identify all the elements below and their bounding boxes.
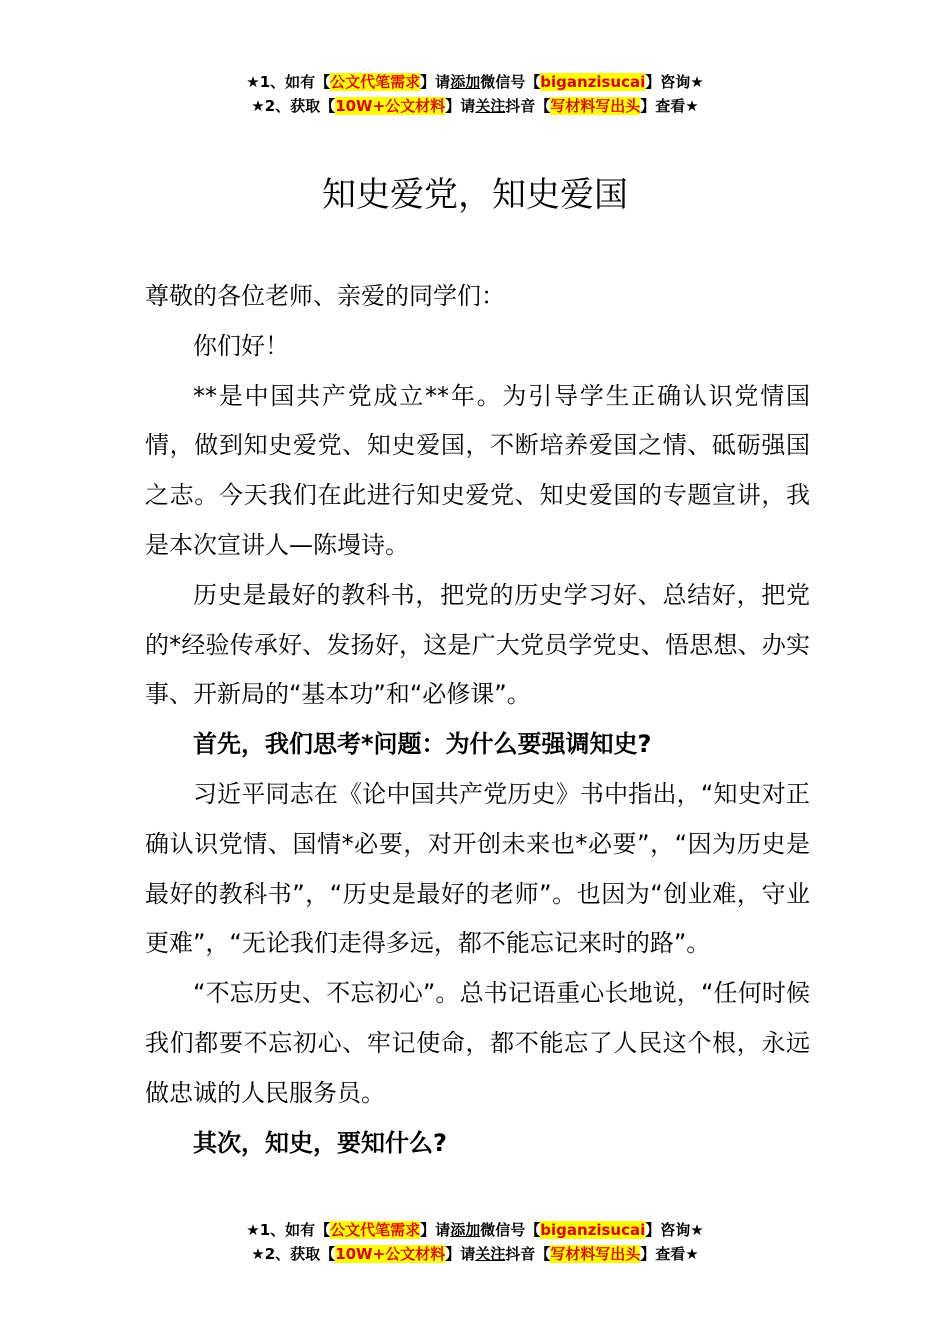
- promo-line-1: [0, 70, 950, 94]
- section-heading: 其次，知史，要知什么?: [193, 1128, 447, 1157]
- promo-text: 】请: [445, 97, 476, 115]
- promo-text: 微信号【: [480, 73, 541, 91]
- salutation: 尊敬的各位老师、亲爱的同学们：: [145, 282, 505, 310]
- promo-text: 】查看★: [640, 1245, 699, 1263]
- section-heading: 首先，我们思考*问题：为什么要强调知史?: [193, 730, 652, 759]
- promo-text: 微信号【: [480, 1221, 541, 1239]
- document-body: [145, 272, 810, 1168]
- promo-underlined: 添加: [450, 1221, 481, 1239]
- promo-line-2: [0, 1242, 950, 1266]
- body-paragraph: 习近平同志在《论中国共产党历史》书中指出，“知史对正确认识党情、国情*必要，对开创未来也*必要”，“因为历史是最好的教科书”，“历史是最好的老师”。也因为“创业难，守业更难”，“无论我们走得多远，都不能忘记来时的路”。: [145, 779, 810, 958]
- promo-text: ★1、如有【: [246, 73, 331, 91]
- promo-text: 】咨询★: [645, 1221, 704, 1239]
- promo-banner-bottom: [0, 1218, 950, 1266]
- promo-text: 抖音【: [505, 1245, 551, 1263]
- promo-line-2: [0, 94, 950, 118]
- body-paragraph: 历史是最好的教科书，把党的历史学习好、总结好，把党的*经验传承好、发扬好，这是广大党员学党史、悟思想、办实事、开新局的“基本功”和“必修课”。: [145, 580, 810, 709]
- body-paragraph: **是中国共产党成立**年。为引导学生正确认识党情国情，做到知史爱党、知史爱国，不断培养爱国之情、砥砺强国之志。今天我们在此进行知史爱党、知史爱国的专题宣讲，我是本次宣讲人—陈墁诗。: [145, 381, 810, 559]
- body-paragraph: “不忘历史、不忘初心”。总书记语重心长地说，“任何时候我们都要不忘初心、牢记使命，都不能忘了人民这个根，永远做忠诚的人民服务员。: [145, 979, 810, 1107]
- promo-text: 】请: [420, 1221, 451, 1239]
- promo-underlined: 关注: [475, 97, 506, 115]
- promo-text: ★2、获取【: [251, 97, 336, 115]
- greeting-line: 你们好！: [193, 331, 289, 360]
- promo-text: 】请: [445, 1245, 476, 1263]
- promo-highlight: biganzisucai: [540, 73, 646, 91]
- promo-highlight: 写材料写出头: [550, 1245, 641, 1263]
- promo-highlight: 10W+公文材料: [335, 97, 446, 115]
- promo-highlight: 公文代笔需求: [330, 1221, 421, 1239]
- promo-highlight: 写材料写出头: [550, 97, 641, 115]
- promo-text: 】请: [420, 73, 451, 91]
- promo-text: ★1、如有【: [246, 1221, 331, 1239]
- promo-banner-top: [0, 70, 950, 118]
- promo-highlight: biganzisucai: [540, 1221, 646, 1239]
- promo-underlined: 添加: [450, 73, 481, 91]
- promo-underlined: 关注: [475, 1245, 506, 1263]
- promo-text: 抖音【: [505, 97, 551, 115]
- promo-highlight: 公文代笔需求: [330, 73, 421, 91]
- document-title: 知史爱党，知史爱国: [322, 175, 628, 215]
- promo-line-1: [0, 1218, 950, 1242]
- promo-highlight: 10W+公文材料: [335, 1245, 446, 1263]
- promo-text: ★2、获取【: [251, 1245, 336, 1263]
- promo-text: 】咨询★: [645, 73, 704, 91]
- promo-text: 】查看★: [640, 97, 699, 115]
